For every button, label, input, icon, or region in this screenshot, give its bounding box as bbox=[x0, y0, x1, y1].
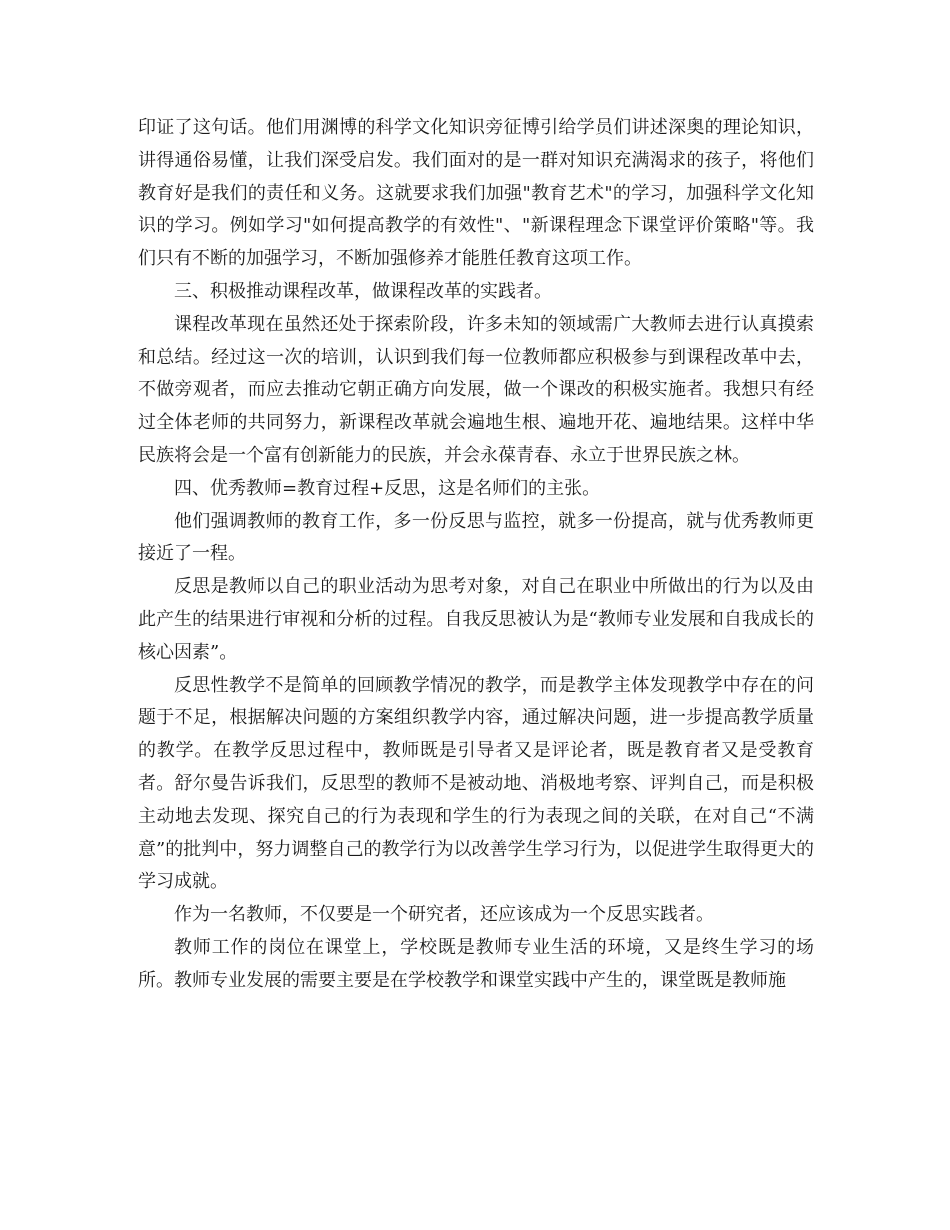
paragraph-reflective-practitioner: 作为一名教师，不仅要是一个研究者，还应该成为一个反思实践者。 bbox=[174, 904, 714, 926]
paragraph-classroom: 教师工作的岗位在课堂上，学校既是教师专业生活的环境，又是终生学习的场所。教师专业发展的需要主要是在学校教学和课堂实践中产生的，课堂既是教师施 bbox=[138, 936, 814, 991]
paragraph-reflection-intro: 他们强调教师的教育工作，多一份反思与监控，就多一份提高，就与优秀教师更接近了一程。 bbox=[138, 510, 814, 565]
paragraph-curriculum-reform: 课程改革现在虽然还处于探索阶段，许多未知的领域需广大教师去进行认真摸索和总结。经过这一次的培训，认识到我们每一位教师都应积极参与到课程改革中去，不做旁观者，而应去推动它朝正确方向发展，做一个课改的积极实施者。我想只有经过全体老师的共同努力，新课程改革就会遍地生根、遍地开花、遍地结果。这样中华民族将会是一个富有创新能力的民族，并会永葆青春、永立于世界民族之林。 bbox=[138, 313, 814, 466]
section-heading-curriculum-reform: 三、积极推动课程改革，做课程改革的实践者。 bbox=[174, 280, 552, 302]
paragraph-continuation: 印证了这句话。他们用渊博的科学文化知识旁征博引给学员们讲述深奥的理论知识，讲得通俗易懂，让我们深受启发。我们面对的是一群对知识充满渴求的孩子，将他们教育好是我们的责任和义务。这就要求我们加强"教育艺术"的学习，加强科学文化知识的学习。例如学习"如何提高教学的有效性"、"新课程理念下课堂评价策略"等。我们只有不断的加强学习，不断加强修养才能胜任教育这项工作。 bbox=[138, 117, 814, 270]
paragraph-reflection-definition: 反思是教师以自己的职业活动为思考对象，对自己在职业中所做出的行为以及由此产生的结果进行审视和分析的过程。自我反思被认为是“教师专业发展和自我成长的核心因素”。 bbox=[138, 576, 814, 663]
section-heading-reflection: 四、优秀教师=教育过程+反思，这是名师们的主张。 bbox=[174, 477, 601, 499]
document-page bbox=[138, 112, 814, 998]
paragraph-reflective-teaching: 反思性教学不是简单的回顾教学情况的教学，而是教学主体发现教学中存在的问题于不足，根据解决问题的方案组织教学内容，通过解决问题，进一步提高教学质量的教学。在教学反思过程中，教师既是引导者又是评论者，既是教育者又是受教育者。舒尔曼告诉我们，反思型的教师不是被动地、消极地考察、评判自己，而是积极主动地去发现、探究自己的行为表现和学生的行为表现之间的关联，在对自己“不满意”的批判中，努力调整自己的教学行为以改善学生学习行为，以促进学生取得更大的学习成就。 bbox=[138, 674, 814, 893]
